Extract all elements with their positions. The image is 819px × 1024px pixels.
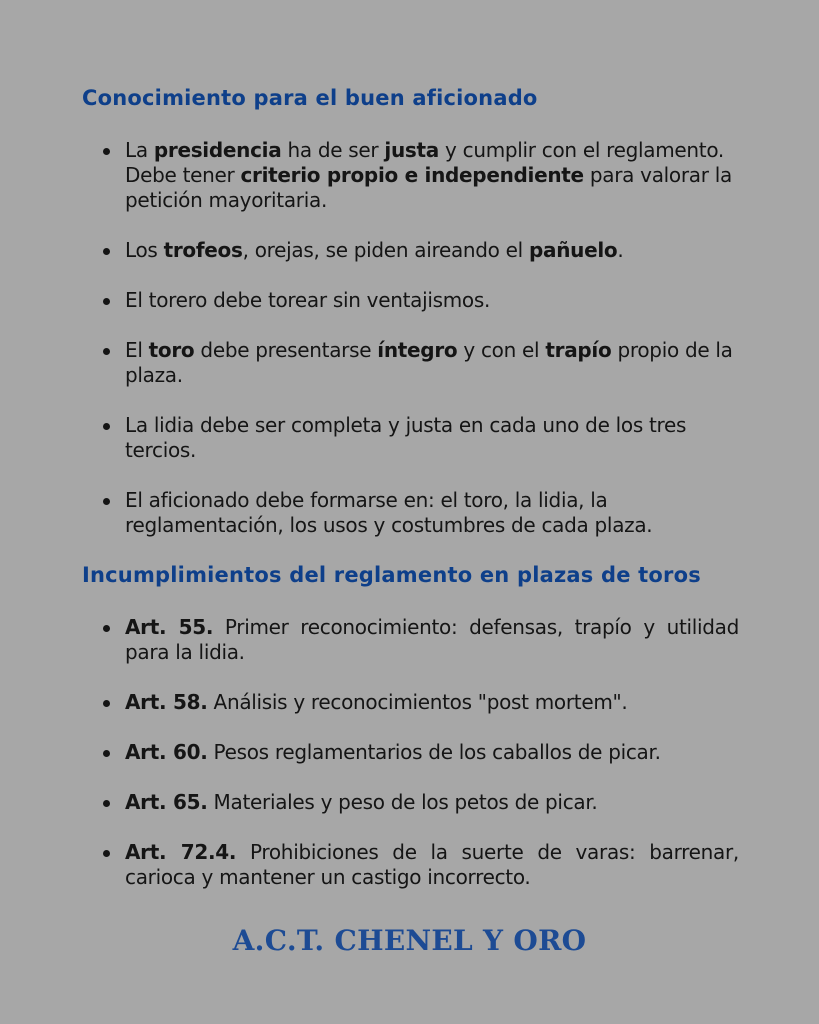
bullet-icon [103,700,110,707]
conocimiento-list [103,138,739,538]
bullet-icon [103,498,110,505]
bullet-icon [103,298,110,305]
list-item: Art. 60. Pesos reglamentarios de los caballos de picar. [103,740,739,765]
bullet-icon [103,248,110,255]
list-item: El torero debe torear sin ventajismos. [103,288,739,313]
bullet-icon [103,348,110,355]
signature: A.C.T. CHENEL Y ORO [232,924,587,957]
bullet-icon [103,850,110,857]
list-item: Art. 72.4. Prohibiciones de la suerte de varas: barrenar, carioca y mantener un castigo incorrecto. [103,840,739,890]
incumplimientos-list [103,615,739,890]
list-item: Art. 55. Primer reconocimiento: defensas, trapío y utilidad para la lidia. [103,615,739,665]
list-item: Art. 58. Análisis y reconocimientos "post mortem". [103,690,739,715]
list-item: Los trofeos, orejas, se piden aireando el pañuelo. [103,238,739,263]
bullet-icon [103,625,110,632]
list-item: La presidencia ha de ser justa y cumplir con el reglamento. Debe tener criterio propio e independiente para valorar la petición mayoritaria. [103,138,739,213]
bullet-icon [103,750,110,757]
list-item: La lidia debe ser completa y justa en cada uno de los tres tercios. [103,413,739,463]
bullet-icon [103,148,110,155]
section-title-incumplimientos: Incumplimientos del reglamento en plazas de toros [82,563,701,587]
list-item: Art. 65. Materiales y peso de los petos de picar. [103,790,739,815]
section-title-conocimiento: Conocimiento para el buen aficionado [82,86,538,110]
list-item: El aficionado debe formarse en: el toro, la lidia, la reglamentación, los usos y costumbres de cada plaza. [103,488,739,538]
bullet-icon [103,423,110,430]
list-item: El toro debe presentarse íntegro y con el trapío propio de la plaza. [103,338,739,388]
bullet-icon [103,800,110,807]
